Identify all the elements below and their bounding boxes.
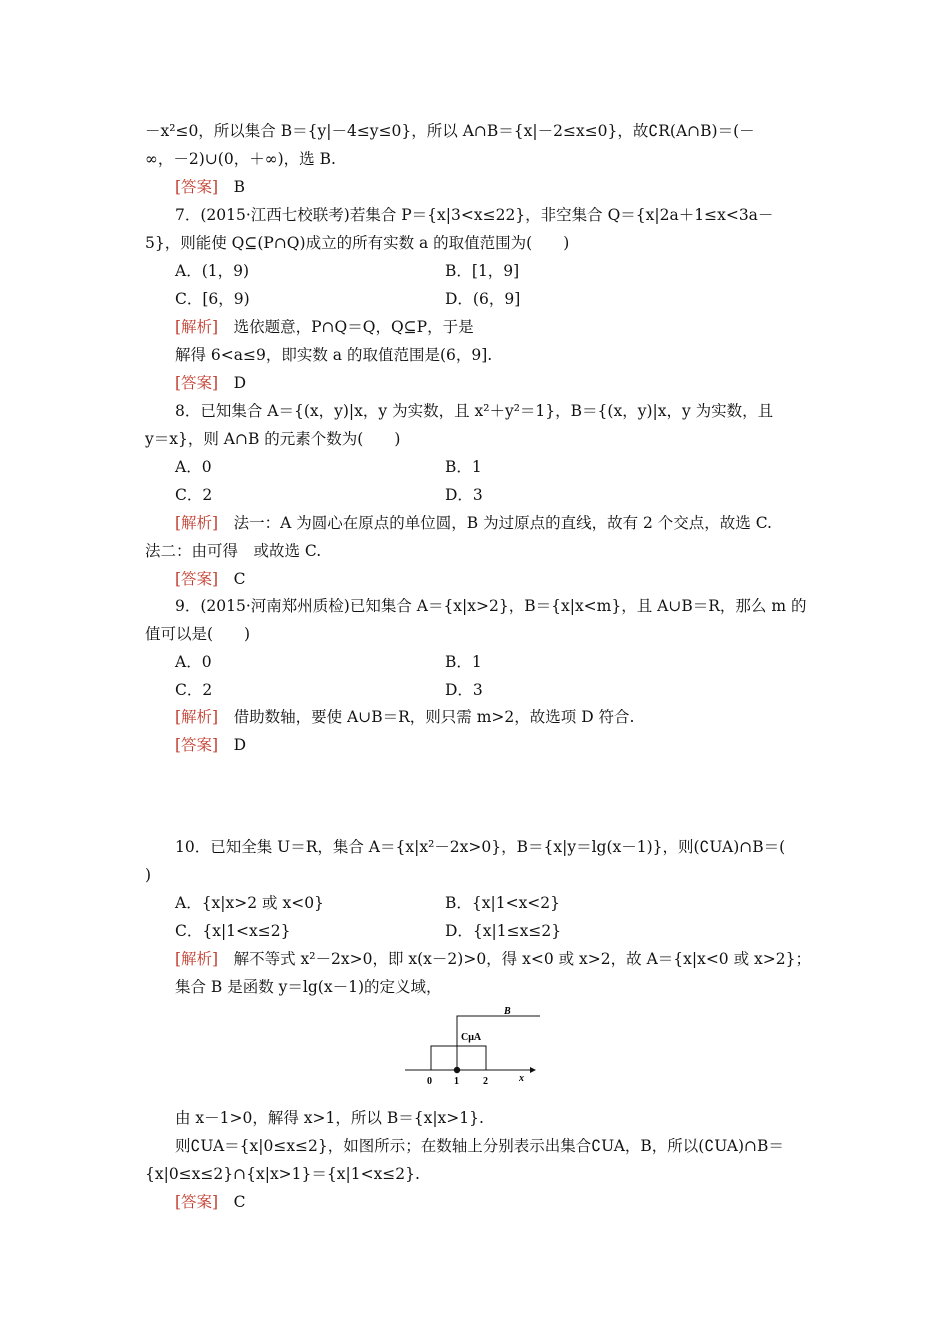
q10-after-1: 由 x－1>0，解得 x>1，所以 B＝{x|x>1}. [175, 1109, 484, 1127]
answer-value: C [233, 1193, 246, 1211]
q10-option-d: D．{x|1≤x≤2} [445, 922, 562, 940]
q8-analysis-2: 法二：由可得 或故选 C. [145, 542, 322, 560]
q8-option-c: C．2 [175, 486, 213, 504]
tick-label-2: 2 [483, 1076, 488, 1087]
number-line-figure [400, 1003, 560, 1097]
analysis-text: 解不等式 x²－2x>0，即 x(x－2)>0，得 x<0 或 x>2，故 A＝{x|x<0 或 x>2}； [233, 950, 811, 968]
analysis-tag: [解析] [175, 950, 219, 968]
q8-answer-row [175, 569, 246, 589]
answer-value: B [233, 178, 246, 196]
tick-label-0: 0 [427, 1076, 432, 1087]
q7-analysis-2: 解得 6<a≤9，即实数 a 的取值范围是(6，9]. [175, 346, 493, 364]
q10-option-a: A．{x|x>2 或 x<0} [175, 894, 324, 912]
analysis-text: 借助数轴，要使 A∪B＝R，则只需 m>2，故选项 D 符合. [233, 708, 635, 726]
q8-analysis-1 [175, 513, 772, 533]
q9-option-c: C．2 [175, 681, 213, 699]
q7-stem-1: 7．(2015·江西七校联考)若集合 P＝{x|3<x≤22}，非空集合 Q＝{x|2a＋1≤x<3a－ [175, 206, 774, 224]
analysis-tag: [解析] [175, 514, 219, 532]
q7-option-d: D．(6，9] [445, 290, 521, 308]
answer-value: D [233, 736, 247, 754]
q7-stem-2: 5}，则能使 Q⊆(P∩Q)成立的所有实数 a 的取值范围为( ) [145, 234, 570, 252]
set-cua-bracket [431, 1046, 486, 1070]
answer-value: D [233, 374, 247, 392]
q7-option-a: A．(1，9) [175, 262, 250, 280]
q9-option-d: D．3 [445, 681, 483, 699]
q8-option-d: D．3 [445, 486, 483, 504]
answer-tag: [答案] [175, 374, 219, 392]
q10-after-3: {x|0≤x≤2}∩{x|x>1}＝{x|1<x≤2}. [145, 1165, 420, 1183]
q7-analysis-1 [175, 317, 474, 337]
q9-stem-2: 值可以是( ) [145, 625, 251, 643]
answer-tag: [答案] [175, 178, 219, 196]
answer-tag: [答案] [175, 1193, 219, 1211]
cont-line-1: －x²≤0，所以集合 B＝{y|－4≤y≤0}，所以 A∩B＝{x|－2≤x≤0}，故∁R(A∩B)＝(－ [145, 122, 755, 140]
q9-answer-row [175, 735, 246, 755]
label-b: B [504, 1006, 511, 1017]
x-axis-arrow-icon [530, 1067, 536, 1073]
q10-option-c: C．{x|1<x≤2} [175, 922, 291, 940]
q10-after-2: 则∁UA＝{x|0≤x≤2}，如图所示；在数轴上分别表示出集合∁UA，B，所以(∁UA)∩B＝ [175, 1137, 784, 1155]
q10-stem-1: 10．已知全集 U＝R，集合 A＝{x|x²－2x>0}，B＝{x|y＝lg(x－1)}，则(∁UA)∩B＝( [175, 838, 786, 856]
number-line-svg [400, 1003, 560, 1093]
q7-option-b: B．[1，9] [445, 262, 520, 280]
analysis-text: 法一：A 为圆心在原点的单位圆，B 为过原点的直线，故有 2 个交点，故选 C. [233, 514, 772, 532]
cont-line-2: ∞，－2)∪(0，＋∞)，选 B. [145, 150, 336, 168]
label-cua: CμA [461, 1032, 482, 1043]
analysis-tag: [解析] [175, 708, 219, 726]
q8-stem-1: 8．已知集合 A＝{(x，y)|x，y 为实数，且 x²＋y²＝1}，B＝{(x，y)|x，y 为实数，且 [175, 402, 774, 420]
q9-analysis-1 [175, 707, 634, 727]
q7-option-c: C．[6，9) [175, 290, 250, 308]
answer-tag: [答案] [175, 736, 219, 754]
q10-option-b: B．{x|1<x<2} [445, 894, 561, 912]
q9-option-a: A．0 [175, 653, 212, 671]
q10-stem-2: ) [145, 866, 152, 884]
analysis-text: 选依题意，P∩Q＝Q，Q⊆P，于是 [233, 318, 474, 336]
answer-row [175, 177, 245, 197]
q8-stem-2: y＝x}，则 A∩B 的元素个数为( ) [145, 430, 401, 448]
q7-answer-row [175, 373, 246, 393]
analysis-tag: [解析] [175, 318, 219, 336]
axis-label-x: x [519, 1073, 524, 1084]
point-one-dot [454, 1067, 460, 1073]
q9-option-b: B．1 [445, 653, 482, 671]
q10-answer-row [175, 1192, 246, 1212]
answer-tag: [答案] [175, 570, 219, 588]
q10-analysis-2: 集合 B 是函数 y＝lg(x－1)的定义域， [175, 978, 442, 996]
q10-analysis-1 [175, 949, 811, 969]
tick-label-1: 1 [454, 1076, 459, 1087]
answer-value: C [233, 570, 246, 588]
q8-option-b: B．1 [445, 458, 482, 476]
set-b-bracket [457, 1016, 540, 1070]
q9-stem-1: 9．(2015·河南郑州质检)已知集合 A＝{x|x>2}，B＝{x|x<m}，且 A∪B＝R，那么 m 的 [175, 597, 807, 615]
q8-option-a: A．0 [175, 458, 212, 476]
